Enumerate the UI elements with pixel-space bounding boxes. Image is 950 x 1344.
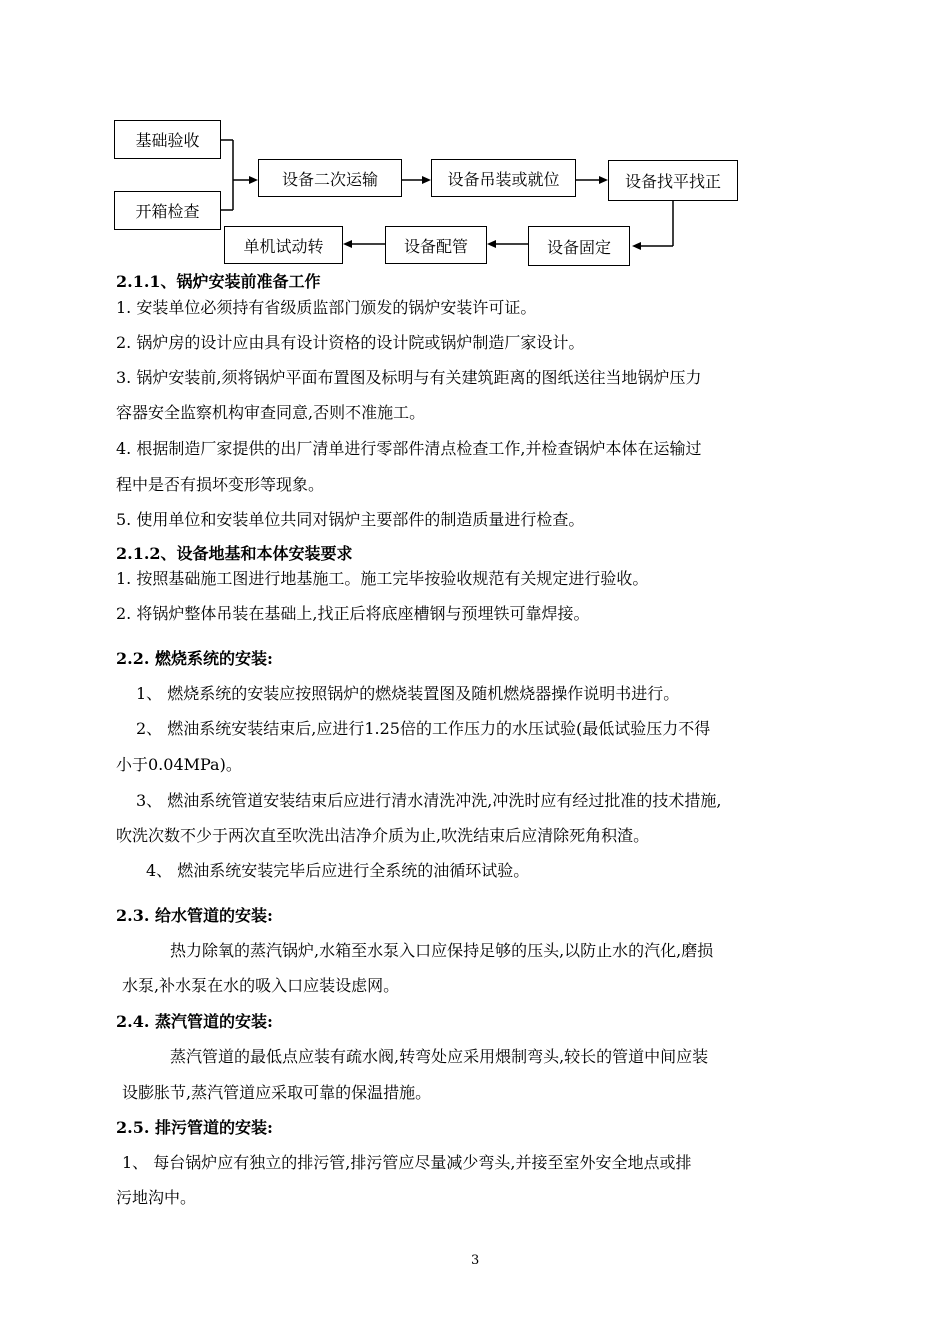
paragraph-line: 4. 根据制造厂家提供的出厂清单进行零部件清点检查工作,并检查锅炉本体在运输过 (116, 439, 702, 458)
paragraph-line: 容器安全监察机构审查同意,否则不准施工。 (116, 403, 426, 422)
paragraph-line: 2. 将锅炉整体吊装在基础上,找正后将底座槽钢与预埋铁可靠焊接。 (116, 604, 590, 623)
flow-box-single-trial: 单机试动转 (224, 226, 343, 264)
paragraph-line: 蒸汽管道的最低点应装有疏水阀,转弯处应采用煨制弯头,较长的管道中间应装 (170, 1047, 709, 1066)
paragraph-line: 3. 锅炉安装前,须将锅炉平面布置图及标明与有关建筑距离的图纸送往当地锅炉压力 (116, 368, 702, 387)
section-2-4-heading: 2.4. 蒸汽管道的安装: (116, 1012, 273, 1031)
paragraph-line: 1. 按照基础施工图进行地基施工。施工完毕按验收规范有关规定进行验收。 (116, 569, 649, 588)
paragraph-line: 5. 使用单位和安装单位共同对锅炉主要部件的制造质量进行检查。 (116, 510, 585, 529)
paragraph-line: 设膨胀节,蒸汽管道应采取可靠的保温措施。 (122, 1083, 432, 1102)
flow-box-unpack-inspection: 开箱检查 (114, 191, 221, 230)
flow-box-hoist-position: 设备吊装或就位 (431, 159, 576, 197)
flow-box-piping: 设备配管 (385, 226, 487, 264)
paragraph-line: 4、 燃油系统安装完毕后应进行全系统的油循环试验。 (146, 861, 530, 880)
paragraph-line: 1. 安装单位必须持有省级质监部门颁发的锅炉安装许可证。 (116, 298, 537, 317)
paragraph-line: 污地沟中。 (116, 1188, 197, 1207)
flow-box-secondary-transport: 设备二次运输 (258, 159, 402, 197)
paragraph-line: 2、 燃油系统安装结束后,应进行1.25倍的工作压力的水压试验(最低试验压力不得 (136, 719, 711, 738)
section-2-1-2-heading: 2.1.2、设备地基和本体安装要求 (116, 544, 353, 563)
section-2-2-heading: 2.2. 燃烧系统的安装: (116, 649, 273, 668)
section-2-3-heading: 2.3. 给水管道的安装: (116, 906, 273, 925)
flow-box-level-align: 设备找平找正 (608, 160, 738, 201)
flow-box-foundation-acceptance: 基础验收 (114, 120, 221, 159)
paragraph-line: 热力除氧的蒸汽锅炉,水箱至水泵入口应保持足够的压头,以防止水的汽化,磨损 (170, 941, 714, 960)
paragraph-line: 吹洗次数不少于两次直至吹洗出洁净介质为止,吹洗结束后应清除死角积渣。 (116, 826, 650, 845)
paragraph-line: 小于0.04MPa)。 (116, 755, 242, 774)
section-2-1-1-heading: 2.1.1、锅炉安装前准备工作 (116, 272, 321, 291)
flow-box-fix: 设备固定 (528, 226, 630, 266)
paragraph-line: 3、 燃油系统管道安装结束后应进行清水清洗冲洗,冲洗时应有经过批准的技术措施, (136, 791, 722, 810)
section-2-5-heading: 2.5. 排污管道的安装: (116, 1118, 273, 1137)
paragraph-line: 程中是否有损坏变形等现象。 (116, 475, 325, 494)
paragraph-line: 水泵,补水泵在水的吸入口应装设虑网。 (122, 976, 400, 995)
page-number: 3 (471, 1253, 480, 1268)
paragraph-line: 1、 每台锅炉应有独立的排污管,排污管应尽量减少弯头,并接至室外安全地点或排 (122, 1153, 692, 1172)
paragraph-line: 1、 燃烧系统的安装应按照锅炉的燃烧装置图及随机燃烧器操作说明书进行。 (136, 684, 680, 703)
paragraph-line: 2. 锅炉房的设计应由具有设计资格的设计院或锅炉制造厂家设计。 (116, 333, 585, 352)
